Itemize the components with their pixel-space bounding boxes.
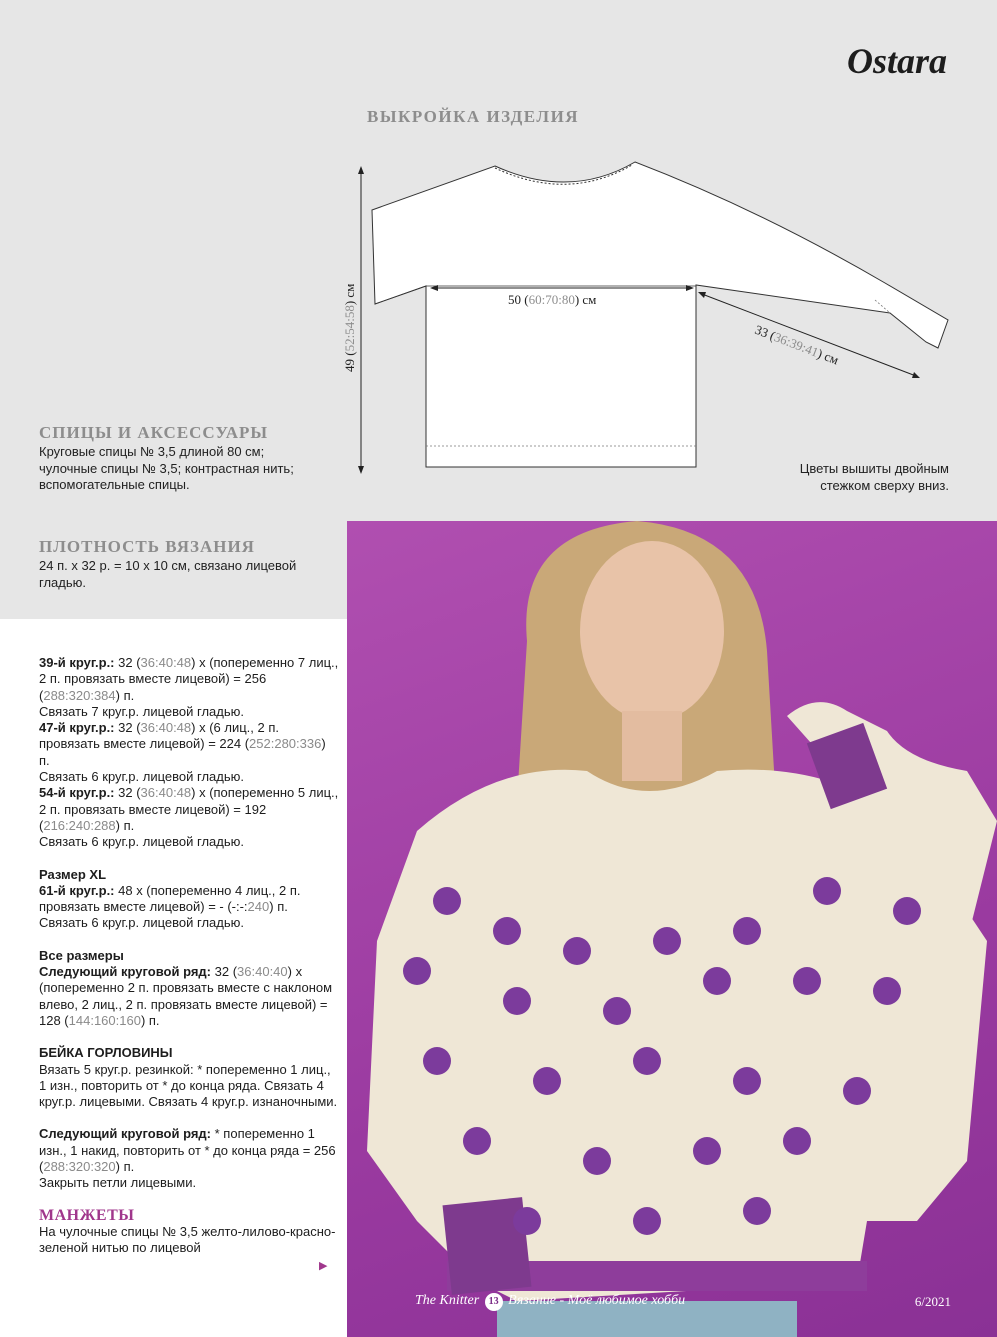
round-39: 39-й круг.р.: 32 (36:40:48) х (попеременно 7 лиц., 2 п. провязать вместе лицевой) = 256 (288:320:384) п. Связать 7 круг.р. лицевой гладью. 47-й круг.р.: 32 (36:40:48) х (6 лиц., 2 п. провязать вместе лицевой) = 224 (252:280:336) п. Связать 6 круг.р. лицевой гладью. 54-й круг.р.: 32 (36:40:48) х (попеременно 5 лиц., 2 п. провязать вместе лицевой) = 192 (216:240:288) п. Связать 6 круг.р. лицевой гладью.: [39, 655, 339, 850]
needles-text: Круговые спицы № 3,5 длиной 80 см; чулочные спицы № 3,5; контрастная нить; вспомогательные спицы.: [39, 444, 294, 492]
garment-outline: [372, 162, 948, 467]
magazine-name: The Knitter: [415, 1293, 480, 1308]
neckband-section: БЕЙКА ГОРЛОВИНЫ Вязать 5 круг.р. резинкой: * попеременно 1 лиц., 1 изн., повторить от * до конца ряда. Связать 4 круг.р. лицевыми. Связать 4 круг.р. изнаночными.: [39, 1045, 338, 1110]
continue-arrow-icon: ▶: [319, 1260, 328, 1272]
face: [580, 541, 724, 721]
bind-off-section: Следующий круговой ряд: * попеременно 1 изн., 1 накид, повторить от * до конца ряда = 256 (288:320:320) п. Закрыть петли лицевыми.: [39, 1126, 336, 1191]
model-photo: [347, 521, 997, 1337]
gauge-text: 24 п. х 32 р. = 10 х 10 см, связано лицевой гладью.: [39, 558, 297, 590]
garment-schematic: [330, 150, 970, 490]
sleeve-label: 33 (36:39:41) см: [752, 321, 841, 368]
gauge-heading: ПЛОТНОСТЬ ВЯЗАНИЯ: [39, 537, 255, 556]
brand-title: Ostara: [846, 41, 947, 81]
magazine-tagline: Вязание - Моё любимое хобби: [508, 1293, 686, 1308]
footer: [415, 1293, 685, 1311]
height-arrow-top: [358, 166, 364, 174]
size-xl-section: Размер XL 61-й круг.р.: 48 х (попеременно 4 лиц., 2 п. провязать вместе лицевой) = - (-:-:240) п. Связать 6 круг.р. лицевой гладью.: [39, 866, 301, 931]
neck: [622, 711, 682, 781]
cuffs-text: На чулочные спицы № 3,5 желто-лилово-красно-зеленой нитью по лицевой: [39, 1223, 336, 1256]
issue-number: 6/2021: [914, 1294, 951, 1309]
cuffs-heading: МАНЖЕТЫ: [39, 1206, 135, 1224]
height-label: 49 (52:54:58) см: [342, 283, 357, 372]
pattern-title: ВЫКРОЙКА ИЗДЕЛИЯ: [367, 107, 580, 126]
page-number: 13: [485, 1293, 503, 1311]
all-sizes-section: Все размеры Следующий круговой ряд: 32 (36:40:40) х (попеременно 2 п. провязать вместе с наклоном влево, 2 лиц., 2 п. провязать вместе лицевой) = 128 (144:160:160) п.: [39, 947, 333, 1028]
width-label: 50 (60:70:80) см: [508, 292, 597, 307]
needles-heading: СПИЦЫ И АКСЕССУАРЫ: [39, 423, 269, 442]
cuffs-section: [39, 1208, 339, 1257]
photo-illustration: [347, 521, 997, 1337]
height-arrow-bottom: [358, 466, 364, 474]
sleeve-arrow-end: [912, 372, 920, 378]
instructions: [39, 655, 339, 1257]
embroidery-note: Цветы вышиты двойным стежком сверху вниз.: [799, 461, 949, 493]
sleeve-arrow-start: [698, 292, 706, 298]
